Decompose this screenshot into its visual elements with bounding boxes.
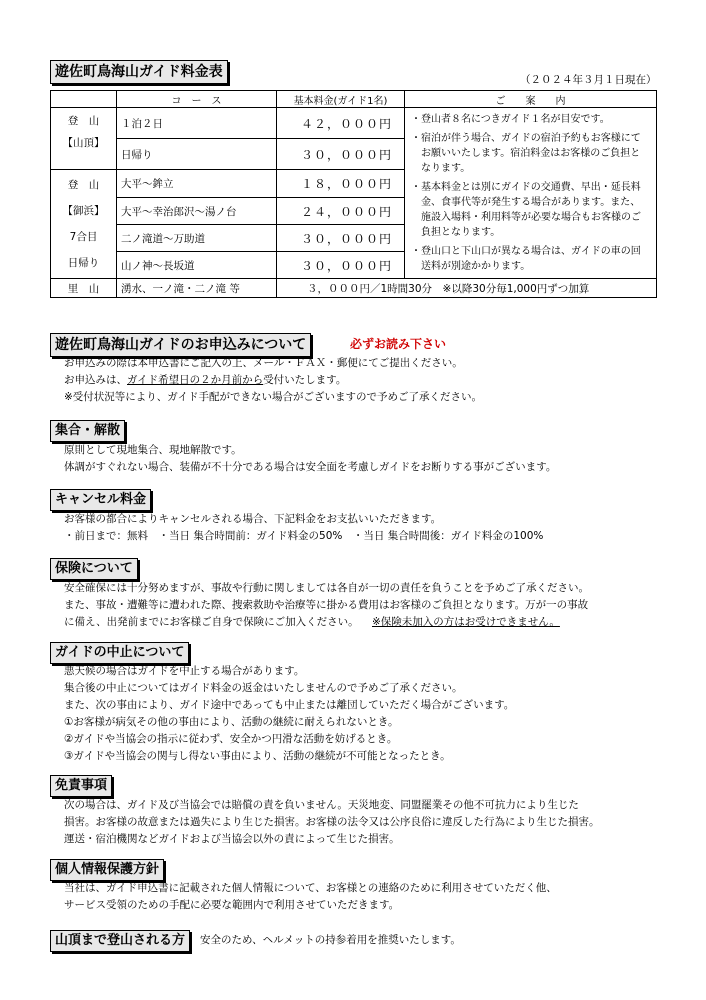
price-cell: ３０，０００円 bbox=[277, 225, 405, 252]
stop-line: ③ガイドや当協会の関与し得ない事由により、活動の継続が不可能となったとき。 bbox=[64, 750, 451, 762]
price-cell: ３０，０００円 bbox=[277, 139, 405, 170]
course-cell: 二ノ滝道～万助道 bbox=[117, 225, 277, 252]
section-title-exemption: 免責事項 bbox=[50, 775, 112, 797]
section-title-meeting: 集合・解散 bbox=[50, 420, 125, 442]
insurance-text: に備え、出発前までにお客様ご自身で保険にご加入ください。 bbox=[64, 616, 359, 628]
section-title-stop: ガイドの中止について bbox=[50, 642, 189, 664]
guide-note: ・宿泊が伴う場合、ガイドの宿泊予約もお客様にてお願いいたします。宿泊料金はお客様のご負担となります。 bbox=[411, 133, 641, 174]
satoyama-course: 湧水、一ノ滝・二ノ滝 等 bbox=[117, 279, 277, 298]
must-read-note: 必ずお読み下さい bbox=[350, 337, 447, 351]
header-guide: ご 案 内 bbox=[405, 91, 657, 108]
application-deadline: ガイド希望日の２か月前から bbox=[127, 374, 264, 386]
stop-line: 集合後の中止についてはガイド料金の返金はいたしませんので予めご了承ください。 bbox=[64, 682, 463, 694]
price-cell: ２４，０００円 bbox=[277, 198, 405, 225]
exemption-line: 損害。お客様の故意または過失により生じた損害。お客様の法令又は公序良俗に違反した行為により生じた損害。 bbox=[64, 816, 600, 828]
table-header-row bbox=[51, 91, 657, 108]
header-course: コ ー ス bbox=[117, 91, 277, 108]
group-label-line: 【山頂】 bbox=[62, 137, 105, 149]
page-title: 遊佐町鳥海山ガイド料金表 bbox=[50, 60, 228, 84]
insurance-line: また、事故・遭難等に遭われた際、捜索救助や治療等に掛かる費用はお客様のご負担となります。万が一の事故 bbox=[64, 599, 589, 611]
group-label-line: 登 山 bbox=[67, 179, 100, 191]
application-line bbox=[64, 372, 346, 389]
stop-line: ②ガイドや当協会の指示に従わず、安全かつ円滑な活動を妨げるとき。 bbox=[64, 733, 398, 745]
price-cell: １８，０００円 bbox=[277, 170, 405, 198]
application-text: 受付いたします。 bbox=[263, 374, 347, 386]
group-label-ohama bbox=[51, 170, 117, 279]
insurance-line bbox=[64, 614, 560, 631]
group-label-line: 【御浜】 bbox=[62, 205, 105, 217]
insurance-required-note: ※保険未加入の方はお受けできません。 bbox=[372, 616, 560, 628]
section-title-cancel: キャンセル料金 bbox=[50, 489, 151, 511]
meeting-line: 体調がすぐれない場合、装備が不十分である場合は安全面を考慮しガイドをお断りする事がございます。 bbox=[64, 461, 557, 473]
guide-note: ・登山口と下山口が異なる場合は、ガイドの車の回送料が別途かかります。 bbox=[411, 246, 641, 272]
course-cell: 大平～幸治郎沢～湯ノ台 bbox=[117, 198, 277, 225]
group-label-line: 登 山 bbox=[67, 115, 100, 127]
group-label-line: 日帰り bbox=[67, 257, 100, 269]
section-title-insurance: 保険について bbox=[50, 558, 138, 580]
satoyama-price: ３，０００円／1時間30分 ※以降30分毎1,000円ずつ加算 bbox=[277, 279, 657, 298]
cancel-line: ・前日まで：無料 ・当日 集合時間前：ガイド料金の50% ・当日 集合時間後：ガイド料金の100% bbox=[64, 530, 544, 542]
stop-line: また、次の事由により、ガイド途中であっても中止または離団していただく場合がございます。 bbox=[64, 699, 515, 711]
guide-note: ・基本料金とは別にガイドの交通費、早出・延長料金、食事代等が発生する場合があります。また、施設入場料・利用料等が必要な場合もお客様のご負担となります。 bbox=[411, 182, 641, 238]
privacy-line: 当社は、ガイド申込書に記載された個人情報について、お客様との連絡のために利用させていただく他、 bbox=[64, 882, 557, 894]
application-line: お申込みの際は本申込書にご記入の上、メール・ＦＡＸ・郵便にてご提出ください。 bbox=[64, 357, 463, 369]
guide-note: ・登山者８名につきガイド１名が目安です。 bbox=[411, 114, 610, 125]
section-title-summit: 山頂まで登山される方 bbox=[50, 930, 190, 952]
guide-notes bbox=[405, 108, 657, 279]
insurance-line: 安全確保には十分努めますが、事故や行動に関しましては各自が一切の責任を負うことを予めご了承ください。 bbox=[64, 582, 589, 594]
application-title: 遊佐町鳥海山ガイドのお申込みについて bbox=[50, 333, 311, 357]
header-blank bbox=[51, 91, 117, 108]
group-label-summit bbox=[51, 108, 117, 170]
course-cell: １泊２日 bbox=[117, 108, 277, 139]
group-label-line: 7合目 bbox=[69, 231, 98, 243]
as-of-date: （２０２４年３月１日現在） bbox=[520, 74, 657, 86]
satoyama-label: 里 山 bbox=[51, 279, 117, 298]
exemption-line: 運送・宿泊機関などガイドおよび当協会以外の責によって生じた損害。 bbox=[64, 833, 400, 845]
application-text: お申込みは、 bbox=[64, 374, 127, 386]
price-cell: ３０，０００円 bbox=[277, 252, 405, 279]
application-line: ※受付状況等により、ガイド手配ができない場合がございますので予めご了承ください。 bbox=[64, 391, 482, 403]
table-row-satoyama bbox=[51, 279, 657, 298]
course-cell: 日帰り bbox=[117, 139, 277, 170]
stop-line: 悪天候の場合はガイドを中止する場合があります。 bbox=[64, 665, 305, 677]
cancel-line: お客様の都合によりキャンセルされる場合、下記料金をお支払いいただきます。 bbox=[64, 513, 442, 525]
stop-line: ①お客様が病気その他の事由により、活動の継続に耐えられないとき。 bbox=[64, 716, 399, 728]
privacy-line: サービス受領のための手配に必要な範囲内で利用させていただきます。 bbox=[64, 899, 400, 911]
course-cell: 山ノ神～長坂道 bbox=[117, 252, 277, 279]
table-row bbox=[51, 108, 657, 139]
course-cell: 大平～鉾立 bbox=[117, 170, 277, 198]
price-cell: ４２，０００円 bbox=[277, 108, 405, 139]
section-title-privacy: 個人情報保護方針 bbox=[50, 859, 164, 881]
summit-helmet-note: 安全のため、ヘルメットの持参着用を推奨いたします。 bbox=[200, 934, 461, 946]
fee-table bbox=[50, 90, 657, 298]
meeting-line: 原則として現地集合、現地解散です。 bbox=[64, 444, 242, 456]
exemption-line: 次の場合は、ガイド及び当協会では賠償の責を負いません。天災地変、同盟罷業その他不可抗力により生じた bbox=[64, 799, 579, 811]
header-fee: 基本料金(ガイド1名) bbox=[277, 91, 405, 108]
